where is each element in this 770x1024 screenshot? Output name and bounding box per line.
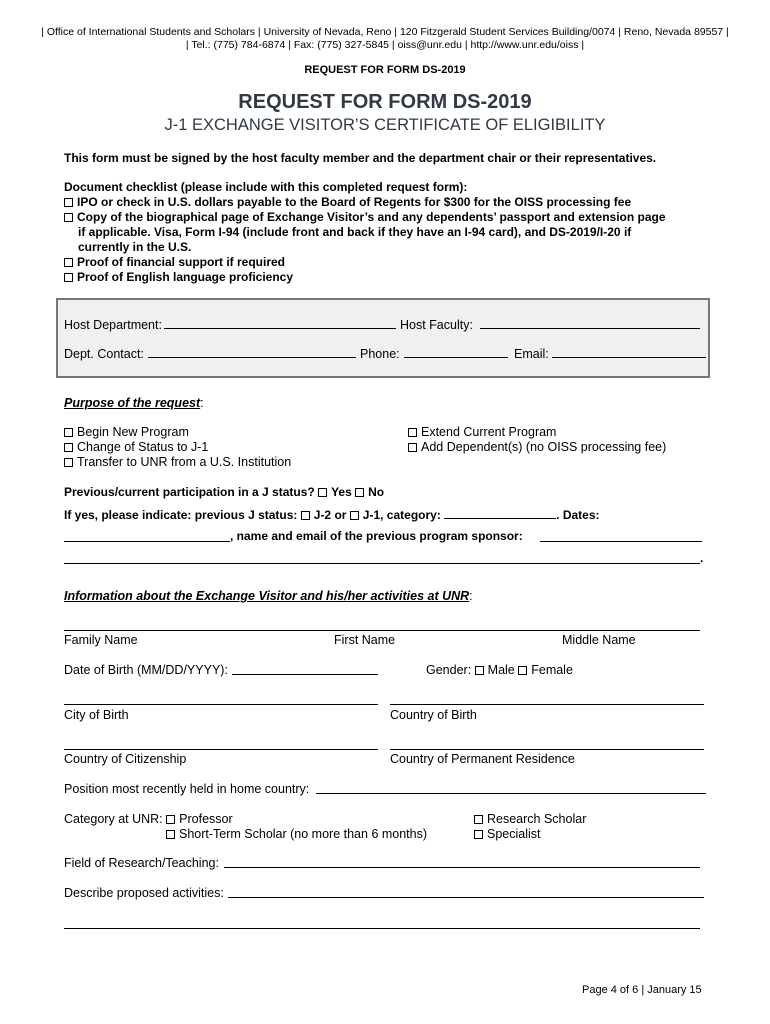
checklist-item-fee: IPO or check in U.S. dollars payable to the Board of Regents for $300 for the OISS processing fee <box>64 195 631 210</box>
checkbox-specialist[interactable] <box>474 830 483 839</box>
checkbox-yes[interactable] <box>318 488 327 497</box>
checklist-item-financial: Proof of financial support if required <box>64 255 285 270</box>
gender-row: Gender: Male Female <box>426 663 573 677</box>
option-add-dependent: Add Dependent(s) (no OISS processing fee) <box>408 440 666 455</box>
header-form-title: REQUEST FOR FORM DS-2019 <box>304 64 466 76</box>
checkbox-passport[interactable] <box>64 213 73 222</box>
checkbox-financial[interactable] <box>64 258 73 267</box>
checkbox-add-dependent[interactable] <box>408 443 417 452</box>
city-of-birth-field[interactable] <box>64 704 378 705</box>
describe-field-cont[interactable] <box>64 928 700 929</box>
checkbox-j1[interactable] <box>350 511 359 520</box>
option-change-status: Change of Status to J-1 <box>64 440 208 455</box>
middle-name-label: Middle Name <box>562 633 636 647</box>
describe-label: Describe proposed activities: <box>64 886 224 900</box>
previous-j-question: Previous/current participation in a J status? Yes No <box>64 485 385 499</box>
intro-text: This form must be signed by the host faculty member and the department chair or their representatives. <box>64 151 657 165</box>
field-of-research-field[interactable] <box>224 867 700 868</box>
position-field[interactable] <box>316 793 706 794</box>
option-research-scholar: Research Scholar <box>474 812 586 827</box>
dept-contact-field[interactable] <box>148 357 356 358</box>
phone-label: Phone: <box>360 347 400 361</box>
checkbox-professor[interactable] <box>166 815 175 824</box>
host-department-label: Host Department: <box>64 318 162 332</box>
first-name-label: First Name <box>334 633 396 647</box>
checklist-heading: Document checklist (please include with this completed request form): <box>64 180 468 194</box>
option-short-term: Short-Term Scholar (no more than 6 months) <box>166 827 427 842</box>
citizenship-label: Country of Citizenship <box>64 752 187 766</box>
residence-field[interactable] <box>390 749 704 750</box>
checkbox-female[interactable] <box>518 666 527 675</box>
checkbox-research-scholar[interactable] <box>474 815 483 824</box>
checkbox-fee[interactable] <box>64 198 73 207</box>
option-specialist: Specialist <box>474 827 541 842</box>
checkbox-no[interactable] <box>355 488 364 497</box>
checkbox-j2[interactable] <box>301 511 310 520</box>
office-header-line1: | Office of International Students and Scholars | University of Nevada, Reno | 120 Fitzgerald Student Services Building/0074 | Reno, Nevada 89557 | <box>41 26 729 38</box>
city-of-birth-label: City of Birth <box>64 708 129 722</box>
previous-j-details: If yes, please indicate: previous J status: J-2 or J-1, category: . Dates: <box>64 508 600 522</box>
checkbox-extend[interactable] <box>408 428 417 437</box>
describe-field[interactable] <box>228 897 704 898</box>
country-of-birth-field[interactable] <box>390 704 704 705</box>
position-label: Position most recently held in home country: <box>64 782 310 796</box>
checkbox-change-status[interactable] <box>64 443 73 452</box>
email-label: Email: <box>514 347 549 361</box>
checkbox-english[interactable] <box>64 273 73 282</box>
purpose-heading: Purpose of the request: <box>64 396 204 410</box>
checkbox-male[interactable] <box>475 666 484 675</box>
dates-field[interactable] <box>64 541 230 542</box>
page-footer: Page 4 of 6 | January 15 <box>582 984 702 996</box>
host-faculty-label: Host Faculty: <box>400 318 473 332</box>
checkbox-transfer[interactable] <box>64 458 73 467</box>
option-begin-new: Begin New Program <box>64 425 189 440</box>
sponsor-field[interactable] <box>540 541 702 542</box>
sponsor-field-cont[interactable] <box>64 563 700 564</box>
category-field[interactable] <box>444 507 556 519</box>
dept-contact-label: Dept. Contact: <box>64 347 144 361</box>
office-header-line2: | Tel.: (775) 784-6874 | Fax: (775) 327-5845 | oiss@unr.edu | http://www.unr.edu/oiss | <box>185 39 585 51</box>
family-name-label: Family Name <box>64 633 138 647</box>
page-title: REQUEST FOR FORM DS-2019 <box>238 91 532 113</box>
residence-label: Country of Permanent Residence <box>390 752 575 766</box>
sponsor-label: , name and email of the previous program sponsor: <box>230 529 523 543</box>
dob-label: Date of Birth (MM/DD/YYYY): <box>64 663 228 677</box>
option-transfer: Transfer to UNR from a U.S. Institution <box>64 455 291 470</box>
checkbox-short-term[interactable] <box>166 830 175 839</box>
checkbox-begin-new[interactable] <box>64 428 73 437</box>
country-of-birth-label: Country of Birth <box>390 708 477 722</box>
page-subtitle: J-1 EXCHANGE VISITOR’S CERTIFICATE OF ELIGIBILITY <box>164 116 606 134</box>
phone-field[interactable] <box>404 357 508 358</box>
checklist-item-passport-cont: if applicable. Visa, Form I-94 (include front and back if they have an I-94 card), and DS-2019/I-20 if <box>78 225 632 239</box>
department-info-box <box>56 298 710 378</box>
host-department-field[interactable] <box>164 328 396 329</box>
category-row: Category at UNR: Professor <box>64 812 233 826</box>
host-faculty-field[interactable] <box>480 328 700 329</box>
info-heading: Information about the Exchange Visitor and his/her activities at UNR: <box>64 589 473 603</box>
checklist-item-passport: Copy of the biographical page of Exchange Visitor’s and any dependents’ passport and extension page <box>64 210 666 225</box>
citizenship-field[interactable] <box>64 749 378 750</box>
sponsor-period: . <box>700 551 704 565</box>
name-field[interactable] <box>64 630 700 631</box>
checklist-item-passport-cont2: currently in the U.S. <box>78 240 192 254</box>
checklist-item-english: Proof of English language proficiency <box>64 270 293 285</box>
email-field[interactable] <box>552 357 706 358</box>
dob-field[interactable] <box>232 674 378 675</box>
option-extend: Extend Current Program <box>408 425 556 440</box>
field-label: Field of Research/Teaching: <box>64 856 219 870</box>
